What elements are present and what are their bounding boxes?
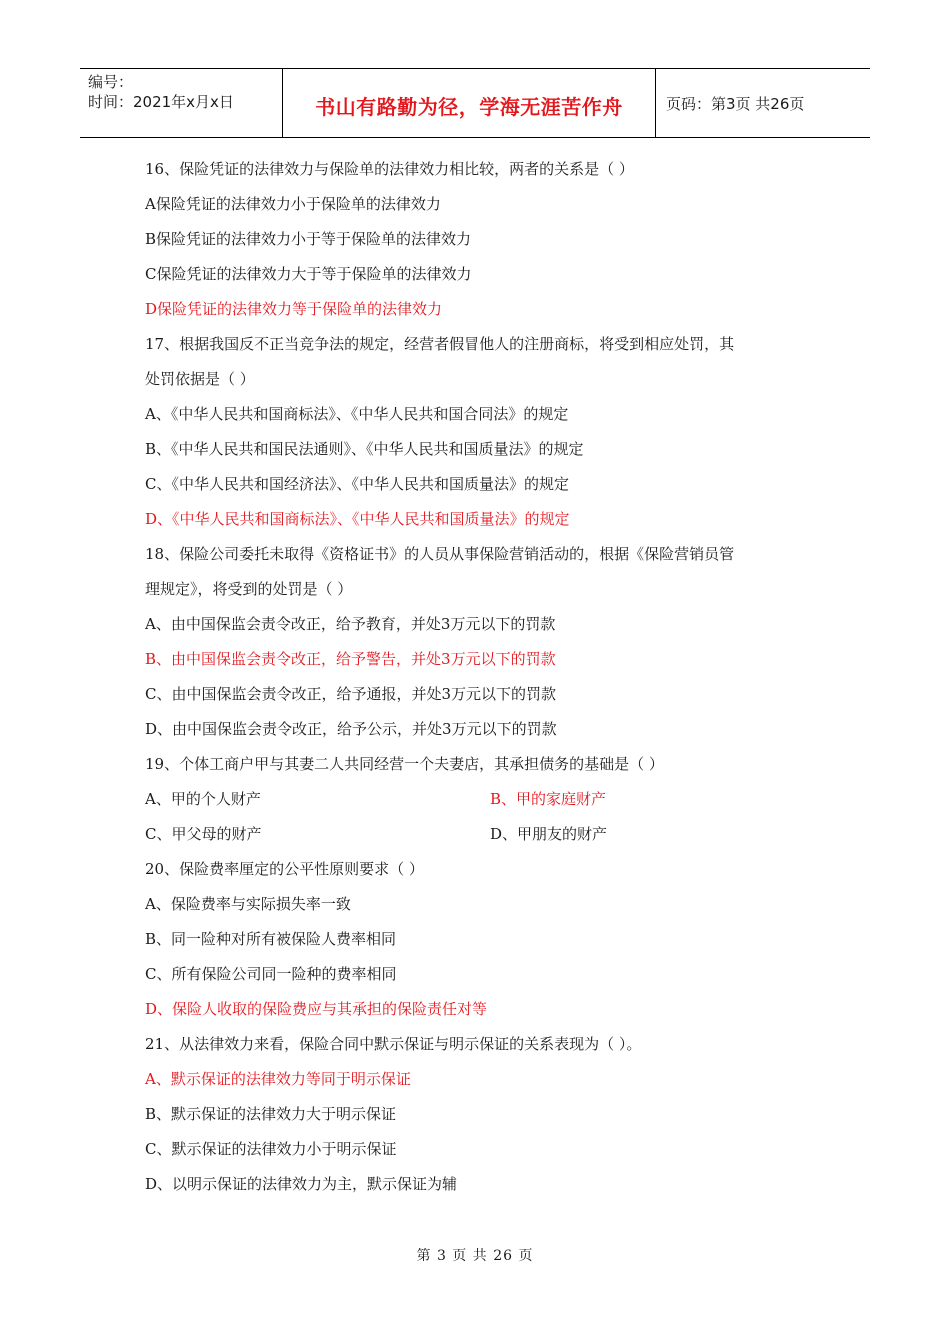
answer-option: C保险凭证的法律效力大于等于保险单的法律效力 [145, 265, 472, 283]
question-stem: 18、保险公司委托未取得《资格证书》的人员从事保险营销活动的，根据《保险营销员管 [145, 545, 735, 563]
question-stem: 21、从法律效力来看，保险合同中默示保证与明示保证的关系表现为（ ）。 [145, 1035, 642, 1053]
header-page-number: 页码：第3页 共26页 [666, 95, 805, 113]
question-stem: 17、根据我国反不正当竞争法的规定，经营者假冒他人的注册商标，将受到相应处罚，其 [145, 335, 735, 353]
answer-option: B、《中华人民共和国民法通则》、《中华人民共和国质量法》的规定 [145, 440, 584, 458]
answer-option: A保险凭证的法律效力小于保险单的法律效力 [145, 195, 441, 213]
question-stem: 20、保险费率厘定的公平性原则要求（ ） [145, 860, 424, 878]
answer-option: D、以明示保证的法律效力为主，默示保证为辅 [145, 1175, 458, 1193]
correct-answer-option: D、《中华人民共和国商标法》、《中华人民共和国质量法》的规定 [145, 510, 570, 528]
answer-option: C、所有保险公司同一险种的费率相同 [145, 965, 397, 983]
answer-option: C、甲父母的财产 [145, 825, 262, 843]
correct-answer-option: D保险凭证的法律效力等于保险单的法律效力 [145, 300, 443, 318]
question-list [145, 152, 825, 1202]
header-page-cell [656, 69, 870, 137]
header-meta-cell [80, 69, 282, 137]
answer-option: D、甲朋友的财产 [490, 825, 608, 843]
correct-answer-option: B、由中国保监会责令改正，给予警告，并处3万元以下的罚款 [145, 650, 556, 668]
answer-option: B、默示保证的法律效力大于明示保证 [145, 1105, 397, 1123]
answer-option: A、由中国保监会责令改正，给予教育，并处3万元以下的罚款 [145, 615, 556, 633]
correct-answer-option: B、甲的家庭财产 [490, 790, 607, 808]
question-stem-continued: 理规定》，将受到的处罚是（ ） [145, 580, 353, 598]
answer-option: B、同一险种对所有被保险人费率相同 [145, 930, 397, 948]
question-stem: 16、保险凭证的法律效力与保险单的法律效力相比较，两者的关系是（ ） [145, 160, 634, 178]
correct-answer-option: A、默示保证的法律效力等同于明示保证 [145, 1070, 411, 1088]
answer-option-row [145, 817, 825, 852]
answer-option: C、默示保证的法律效力小于明示保证 [145, 1140, 397, 1158]
answer-option: A、《中华人民共和国商标法》、《中华人民共和国合同法》的规定 [145, 405, 569, 423]
answer-option: D、由中国保监会责令改正，给予公示，并处3万元以下的罚款 [145, 720, 557, 738]
document-date-label: 时间：2021年x月x日 [88, 93, 234, 111]
page-header [80, 68, 870, 138]
question-stem-continued: 处罚依据是（ ） [145, 370, 255, 388]
page-footer: 第 3 页 共 26 页 [416, 1248, 534, 1264]
answer-option-row [145, 782, 825, 817]
answer-option: C、《中华人民共和国经济法》、《中华人民共和国质量法》的规定 [145, 475, 569, 493]
answer-option: A、保险费率与实际损失率一致 [145, 895, 351, 913]
answer-option: B保险凭证的法律效力小于等于保险单的法律效力 [145, 230, 472, 248]
header-motto: 书山有路勤为径，学海无涯苦作舟 [315, 95, 623, 119]
correct-answer-option: D、保险人收取的保险费应与其承担的保险责任对等 [145, 1000, 488, 1018]
document-number-label: 编号： [88, 73, 134, 91]
question-stem: 19、个体工商户甲与其妻二人共同经营一个夫妻店，其承担债务的基础是（ ） [145, 755, 664, 773]
answer-option: A、甲的个人财产 [145, 790, 261, 808]
header-motto-cell [282, 69, 656, 137]
answer-option: C、由中国保监会责令改正，给予通报，并处3万元以下的罚款 [145, 685, 557, 703]
